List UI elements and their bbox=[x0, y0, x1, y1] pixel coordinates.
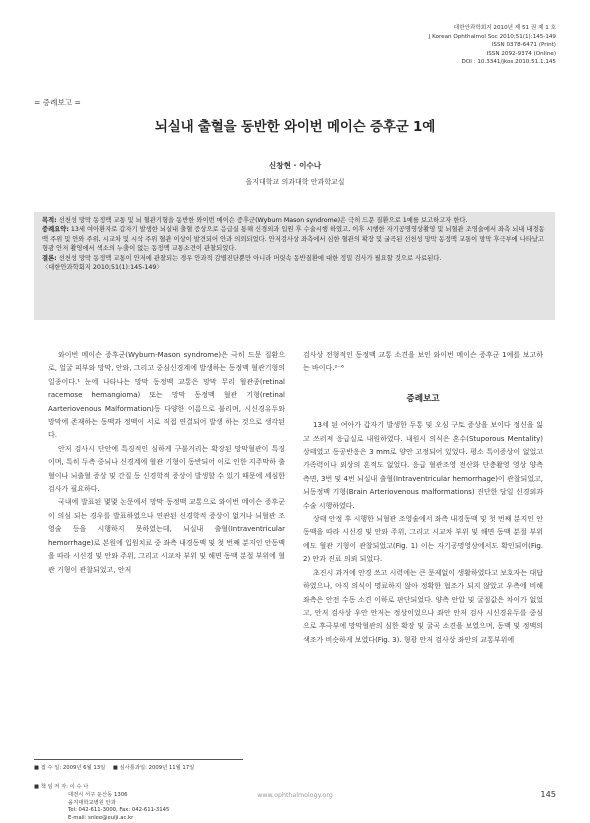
abstract-purpose-text: 선천성 망막 동정맥 교통 및 뇌 혈관기형을 동반한 와이번 메이슨 증후군(Wyburn Mason syndrome)은 극히 드문 질환으로 1예를 보고하고자 한다. bbox=[56, 217, 468, 224]
abstract-purpose-label: 목적: bbox=[42, 217, 57, 224]
footnote-correspondence bbox=[34, 784, 169, 823]
corresponding-author: ■ 책 임 저 자: 이 수 나 bbox=[34, 784, 89, 790]
section-label: = 증례보고 = bbox=[34, 98, 81, 107]
body-right-column bbox=[303, 349, 543, 647]
affiliation: 을지대학교 의과대학 안과학교실 bbox=[245, 178, 345, 186]
abstract-conclusion-label: 결론: bbox=[42, 254, 57, 262]
body-paragraph: 초진시 과거에 안경 쓰고 시력에는 큰 문제없이 생활하였다고 보호자는 대답 하였으나, 아직 의식이 명료하지 않아 정확한 협조가 되지 않았고 우측에 비해 좌측은 안전 수동 소견 이하로 판단되었다. 양측 안압 및 굴절값은 차이가 없었고, 안저 검사상 우안 안저는 정상이었으나 좌안 안저 검사 시신경유두를 중심으로 후극부에 망막혈관의 심한 확장 및 굴곡 소견을 보였으며, 동맥 및 정맥의 색조가 비슷하게 보였다(Fig. 3). 형광 안저 검사상 좌안의 교통부위에 bbox=[303, 568, 543, 644]
corr-phone: Tel: 042-611-3000, Fax: 042-611-3145 bbox=[68, 807, 170, 814]
abstract-box bbox=[34, 212, 555, 320]
body-paragraph: 국내에 발표된 몇몇 논문에서 망막 동정맥 교통으로 와이번 메이슨 증후군이 의심 되는 경우를 발표하였으나 연관된 신경학적 증상이 없거나 뇌혈관 조영술 등을 시행하지 못하였는데, 뇌실내 출혈(Intraventricular hemorrhage)로 본원에 입원치료 중 좌측 내경동맥 및 첫 번째 분지인 안동맥을 따라 시신경 및 안와 주위, 그리고 시교차 부위 및 해면 동맥 분절 부위에 혈관 기형이 관찰되었고, 안저 bbox=[48, 498, 285, 574]
authors: 신창현 · 이수나 bbox=[268, 161, 322, 170]
journal-website: www.ophthalmology.org bbox=[257, 792, 333, 799]
accepted-date: ■ 심사통과일: 2009년 11월 17일 bbox=[112, 765, 195, 771]
abstract-purpose bbox=[42, 216, 547, 225]
corr-address: 대전시 서구 둔산동 1306 bbox=[68, 791, 128, 798]
corr-email: E-mail: snlee@eulji.ac.kr bbox=[68, 815, 134, 822]
abstract-case-label: 증례요약: bbox=[42, 226, 69, 234]
journal-line-1: 대한안과학회지 2010년 제 51 권 제 1 호 bbox=[453, 25, 556, 31]
journal-info bbox=[429, 24, 556, 67]
abstract-conclusion bbox=[42, 254, 547, 263]
received-date: ■ 접 수 일: 2009년 6월 13일 bbox=[34, 765, 106, 771]
abstract-case-text: 13세 여아환자로 갑자기 발생한 뇌실내 출혈 증상으로 응급실 통해 신경외과 입원 후 수술시행 하였고, 이후 시행한 자기공명영상촬영 및 뇌혈관 조영술에서 좌측 뇌내 내경동맥 주위 및 안와 주위, 시교차 및 시삭 주위 혈관 이상이 발견되어 안과 의뢰되었다. 안저검사상 좌측에서 심한 혈관의 확장 및 굴곡된 선천성 망막 동정맥 교통이 망막 후극부에 나타났고 형광 안저 촬영에서 색소의 누출이 없는 동정맥 교통소견이 관찰되었다. bbox=[42, 226, 545, 253]
body-paragraph: 안저 검사시 단안에 특징적인 심하게 구불거리는 확장된 망막혈관이 특징이며, 특히 두측 중뇌나 신경계에 혈관 기형이 동반되어 이로 인한 지주막하 출혈이나 뇌출혈 증상 및 간질 등 신경학적 증상이 발생할 수 있기 때문에 세심한 검사가 필요하다. bbox=[48, 444, 285, 494]
journal-line-4: ISSN 2092-9374 (Online) bbox=[486, 50, 556, 57]
abstract-case bbox=[42, 225, 547, 253]
journal-line-3: ISSN 0378-6471 (Print) bbox=[491, 42, 556, 49]
abstract-citation: 〈대한안과학회지 2010;51(1):145-149〉 bbox=[42, 264, 163, 272]
footnote-dates bbox=[34, 765, 194, 773]
paper-title: 뇌실내 출혈을 동반한 와이번 메이슨 증후군 1예 bbox=[154, 119, 436, 135]
corr-hospital: 을지대학교병원 안과 bbox=[68, 799, 116, 806]
body-paragraph-intro: 검사상 전형적인 동정맥 교통 소견을 보인 와이번 메이슨 증후군 1예를 보고하는 바이다.²⁻⁶ bbox=[303, 351, 543, 373]
journal-doi: DOI : 10.3341/jkos.2010.51.1.145 bbox=[461, 59, 556, 66]
page-number: 145 bbox=[540, 789, 556, 799]
journal-line-2: J Korean Ophthalmol Soc 2010;51(1):145-149 bbox=[428, 33, 556, 40]
body-left-column bbox=[48, 349, 285, 577]
body-paragraph: 와이번 메이슨 증후군(Wyburn-Mason syndrome)은 극히 드문 질환으로, 얼굴 피부와 망막, 안와, 그리고 중심신경계에 발생하는 동정맥 혈관기형의 일종이다.¹ 눈에 나타나는 망막 동정맥 교통은 망막 무리 혈관종(retinal racemose hemangioma) 또는 망막 동정맥 혈관 기형(retinal Aarteriovenous Malformation)등 다양한 이름으로 불리며, 시신경유두와 망막에 존재하는 동맥과 정맥이 서로 직접 연결되어 발생 하는 것으로 생각된다. bbox=[48, 351, 285, 440]
body-paragraph: 상태 안정 후 시행한 뇌혈관 조영술에서 좌측 내경동맥 및 첫 번째 분지인 안동맥을 따라 시신경 및 안와 주위, 그리고 시교차 부위 및 해면 동맥 분절 부위에도 혈관 기형이 관찰되었고(Fig. 1) 이는 자기공명영상에서도 확인되어(Fig. 2) 안과 진료 의뢰 되었다. bbox=[303, 515, 543, 564]
abstract-conclusion-text: 선천성 망막 동정맥 교통이 안저에 관찰되는 경우 안과적 감별진단뿐만 아니라 머릿속 동반질환에 대한 정밀 검사가 필요할 것으로 사료된다. bbox=[56, 254, 442, 262]
footnote-divider bbox=[34, 759, 243, 760]
case-report-heading: 증례보고 bbox=[406, 393, 440, 404]
body-paragraph: 13세 된 여아가 갑자기 발생한 두통 및 오심 구토 증상을 보이다 정신을 잃고 쓰러져 응급실로 내원하였다. 내원시 의식은 혼수(Stuporous Mentality)상태였고 동공반응은 3 mm로 양안 고정되어 있었다. 평소 특이증상이 없었고 가족력이나 외상의 흔적도 없었다. 응급 혈관조영 전산화 단층촬영 영상 양측 측면, 3번 및 4번 뇌실내 출혈(Intraventricular hemorrhage)이 관찰되었고, 뇌동정맥 기형(Brain Arteriovenous malformations) 진단한 당일 신경외과 수술 시행하였다. bbox=[303, 421, 543, 510]
